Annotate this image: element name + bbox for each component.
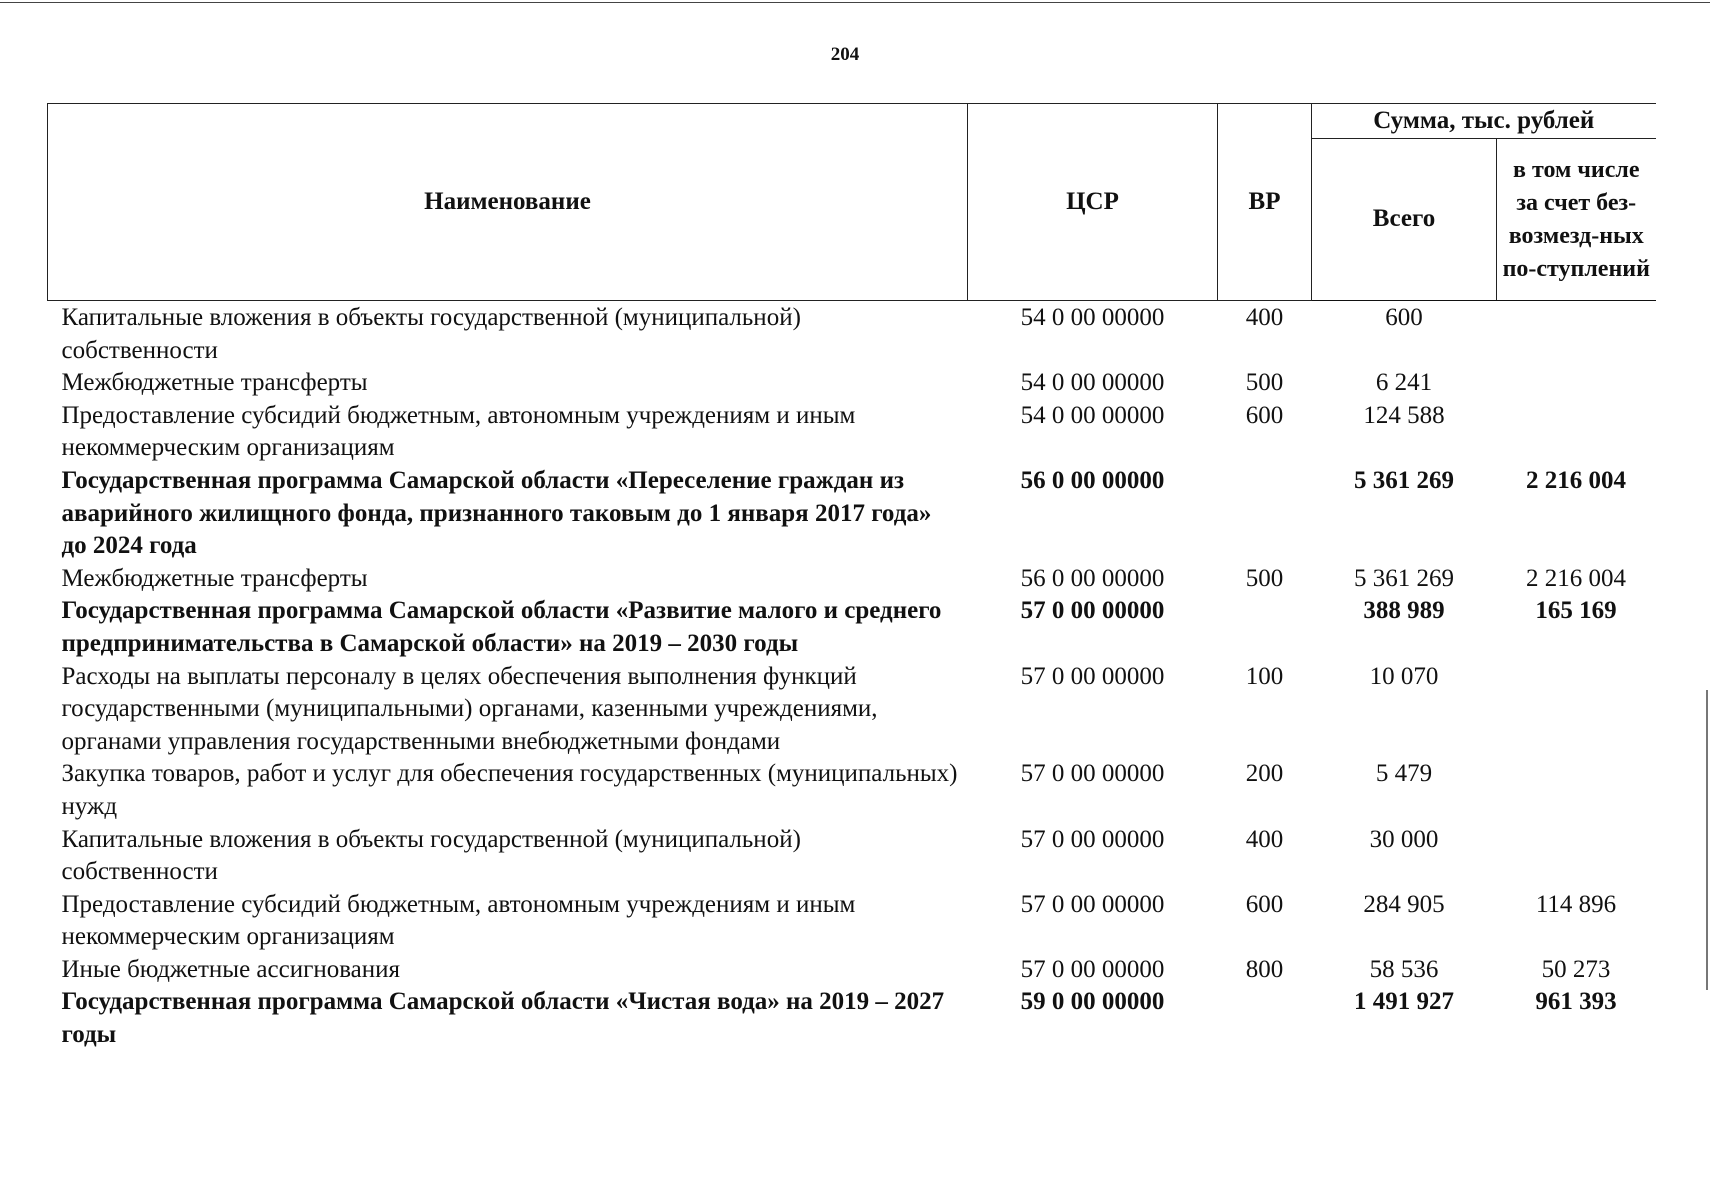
table-row (48, 400, 1656, 465)
row-name-cell: Расходы на выплаты персоналу в целях обеспечения выполнения функций государственными (муниципальными) органами, казенными учреждениями, органами управления государственными внебюджетными фондами (61, 662, 878, 755)
row-csr-cell: 54 0 00 00000 (1020, 304, 1165, 331)
top-rule (0, 2, 1710, 3)
row-name-cell: Иные бюджетные ассигнования (61, 955, 401, 983)
row-vr-cell: 500 (1245, 564, 1284, 592)
row-csr-cell: 57 0 00 00000 (1020, 825, 1165, 853)
row-total-cell: 600 (1385, 304, 1423, 331)
row-name-cell: Государственная программа Самарской области «Развитие малого и среднего предпринимательства в Самарской области» на 2019 – 2030 годы (61, 597, 942, 657)
row-name-cell: Закупка товаров, работ и услуг для обеспечения государственных (муниципальных) нужд (61, 760, 958, 820)
row-vr-cell: 200 (1245, 760, 1284, 788)
row-total-cell: 5 361 269 (1354, 564, 1454, 592)
page-number: 204 (830, 44, 860, 65)
row-csr-cell: 57 0 00 00000 (1020, 760, 1165, 788)
row-csr-cell: 57 0 00 00000 (1020, 597, 1165, 625)
row-name-cell: Межбюджетные трансферты (61, 564, 368, 592)
row-name-cell: Предоставление субсидий бюджетным, автономным учреждениям и иным некоммерческим организациям (61, 401, 856, 462)
row-csr-cell: 54 0 00 00000 (1020, 401, 1165, 429)
row-name-cell: Капитальные вложения в объекты государственной (муниципальной) собственности (61, 304, 801, 364)
header-total: Всего (1312, 139, 1497, 301)
row-free-cell: 961 393 (1535, 988, 1617, 1016)
row-vr-cell (1218, 465, 1312, 563)
row-free-cell (1497, 661, 1656, 759)
row-vr-cell: 400 (1245, 825, 1284, 853)
row-free-cell: 2 216 004 (1526, 466, 1626, 494)
row-free-cell: 2 216 004 (1526, 564, 1626, 592)
row-csr-cell: 57 0 00 00000 (1020, 662, 1165, 690)
table-row (48, 367, 1656, 400)
row-vr-cell: 500 (1245, 369, 1284, 397)
row-csr-cell: 57 0 00 00000 (1020, 955, 1165, 983)
row-name-cell: Государственная программа Самарской области «Переселение граждан из аварийного жилищного фонда, признанного таковым до 1 января 2017 года» до 2024 года (61, 466, 932, 560)
header-name: Наименование (48, 104, 968, 301)
row-total-cell: 124 588 (1363, 401, 1445, 429)
row-total-cell: 284 905 (1363, 890, 1445, 918)
row-free-cell: 114 896 (1535, 890, 1617, 918)
row-name-cell: Межбюджетные трансферты (61, 369, 368, 397)
budget-table (47, 103, 1656, 1052)
row-vr-cell (1218, 595, 1312, 660)
table-row (48, 986, 1656, 1051)
row-vr-cell: 400 (1245, 304, 1284, 331)
row-vr-cell (1218, 986, 1312, 1051)
table-row (48, 301, 1656, 368)
row-total-cell: 10 070 (1369, 662, 1439, 690)
row-vr-cell: 100 (1245, 662, 1284, 690)
right-edge-rule (1706, 690, 1708, 990)
row-total-cell: 5 479 (1375, 760, 1433, 788)
row-free-cell (1497, 301, 1656, 368)
table-row (48, 954, 1656, 987)
row-vr-cell: 800 (1245, 955, 1284, 983)
table-row (48, 661, 1656, 759)
table-row (48, 465, 1656, 563)
row-name-cell: Государственная программа Самарской области «Чистая вода» на 2019 – 2027 годы (61, 988, 945, 1049)
row-total-cell: 58 536 (1369, 955, 1439, 983)
row-vr-cell: 600 (1245, 401, 1284, 429)
table-header (48, 104, 1656, 301)
row-csr-cell: 54 0 00 00000 (1020, 369, 1165, 397)
table-row (48, 563, 1656, 596)
header-sum-group: Сумма, тыс. рублей (1312, 104, 1656, 139)
table-body (48, 301, 1656, 1052)
header-csr: ЦСР (968, 104, 1218, 301)
row-name-cell: Капитальные вложения в объекты государственной (муниципальной) собственности (61, 825, 801, 886)
row-csr-cell: 57 0 00 00000 (1020, 890, 1165, 918)
row-free-cell (1497, 400, 1656, 465)
row-vr-cell: 600 (1245, 890, 1284, 918)
table-row (48, 824, 1656, 889)
header-vr: ВР (1218, 104, 1312, 301)
row-free-cell (1497, 824, 1656, 889)
row-free-cell (1497, 758, 1656, 823)
row-csr-cell: 56 0 00 00000 (1020, 564, 1165, 592)
row-total-cell: 1 491 927 (1354, 988, 1454, 1016)
table-row (48, 889, 1656, 954)
row-total-cell: 388 989 (1363, 597, 1445, 625)
row-total-cell: 30 000 (1369, 825, 1439, 853)
row-free-cell: 50 273 (1541, 955, 1611, 983)
header-free: в том числе за счет без-возмезд-ных по-ступлений (1497, 139, 1656, 301)
row-name-cell: Предоставление субсидий бюджетным, автономным учреждениям и иным некоммерческим организациям (61, 890, 856, 951)
table-row (48, 595, 1656, 660)
row-total-cell: 6 241 (1375, 369, 1433, 397)
row-total-cell: 5 361 269 (1354, 466, 1454, 494)
table-row (48, 758, 1656, 823)
row-free-cell (1497, 367, 1656, 400)
row-csr-cell: 59 0 00 00000 (1020, 988, 1165, 1016)
row-free-cell: 165 169 (1535, 597, 1617, 625)
row-csr-cell: 56 0 00 00000 (1020, 466, 1165, 494)
